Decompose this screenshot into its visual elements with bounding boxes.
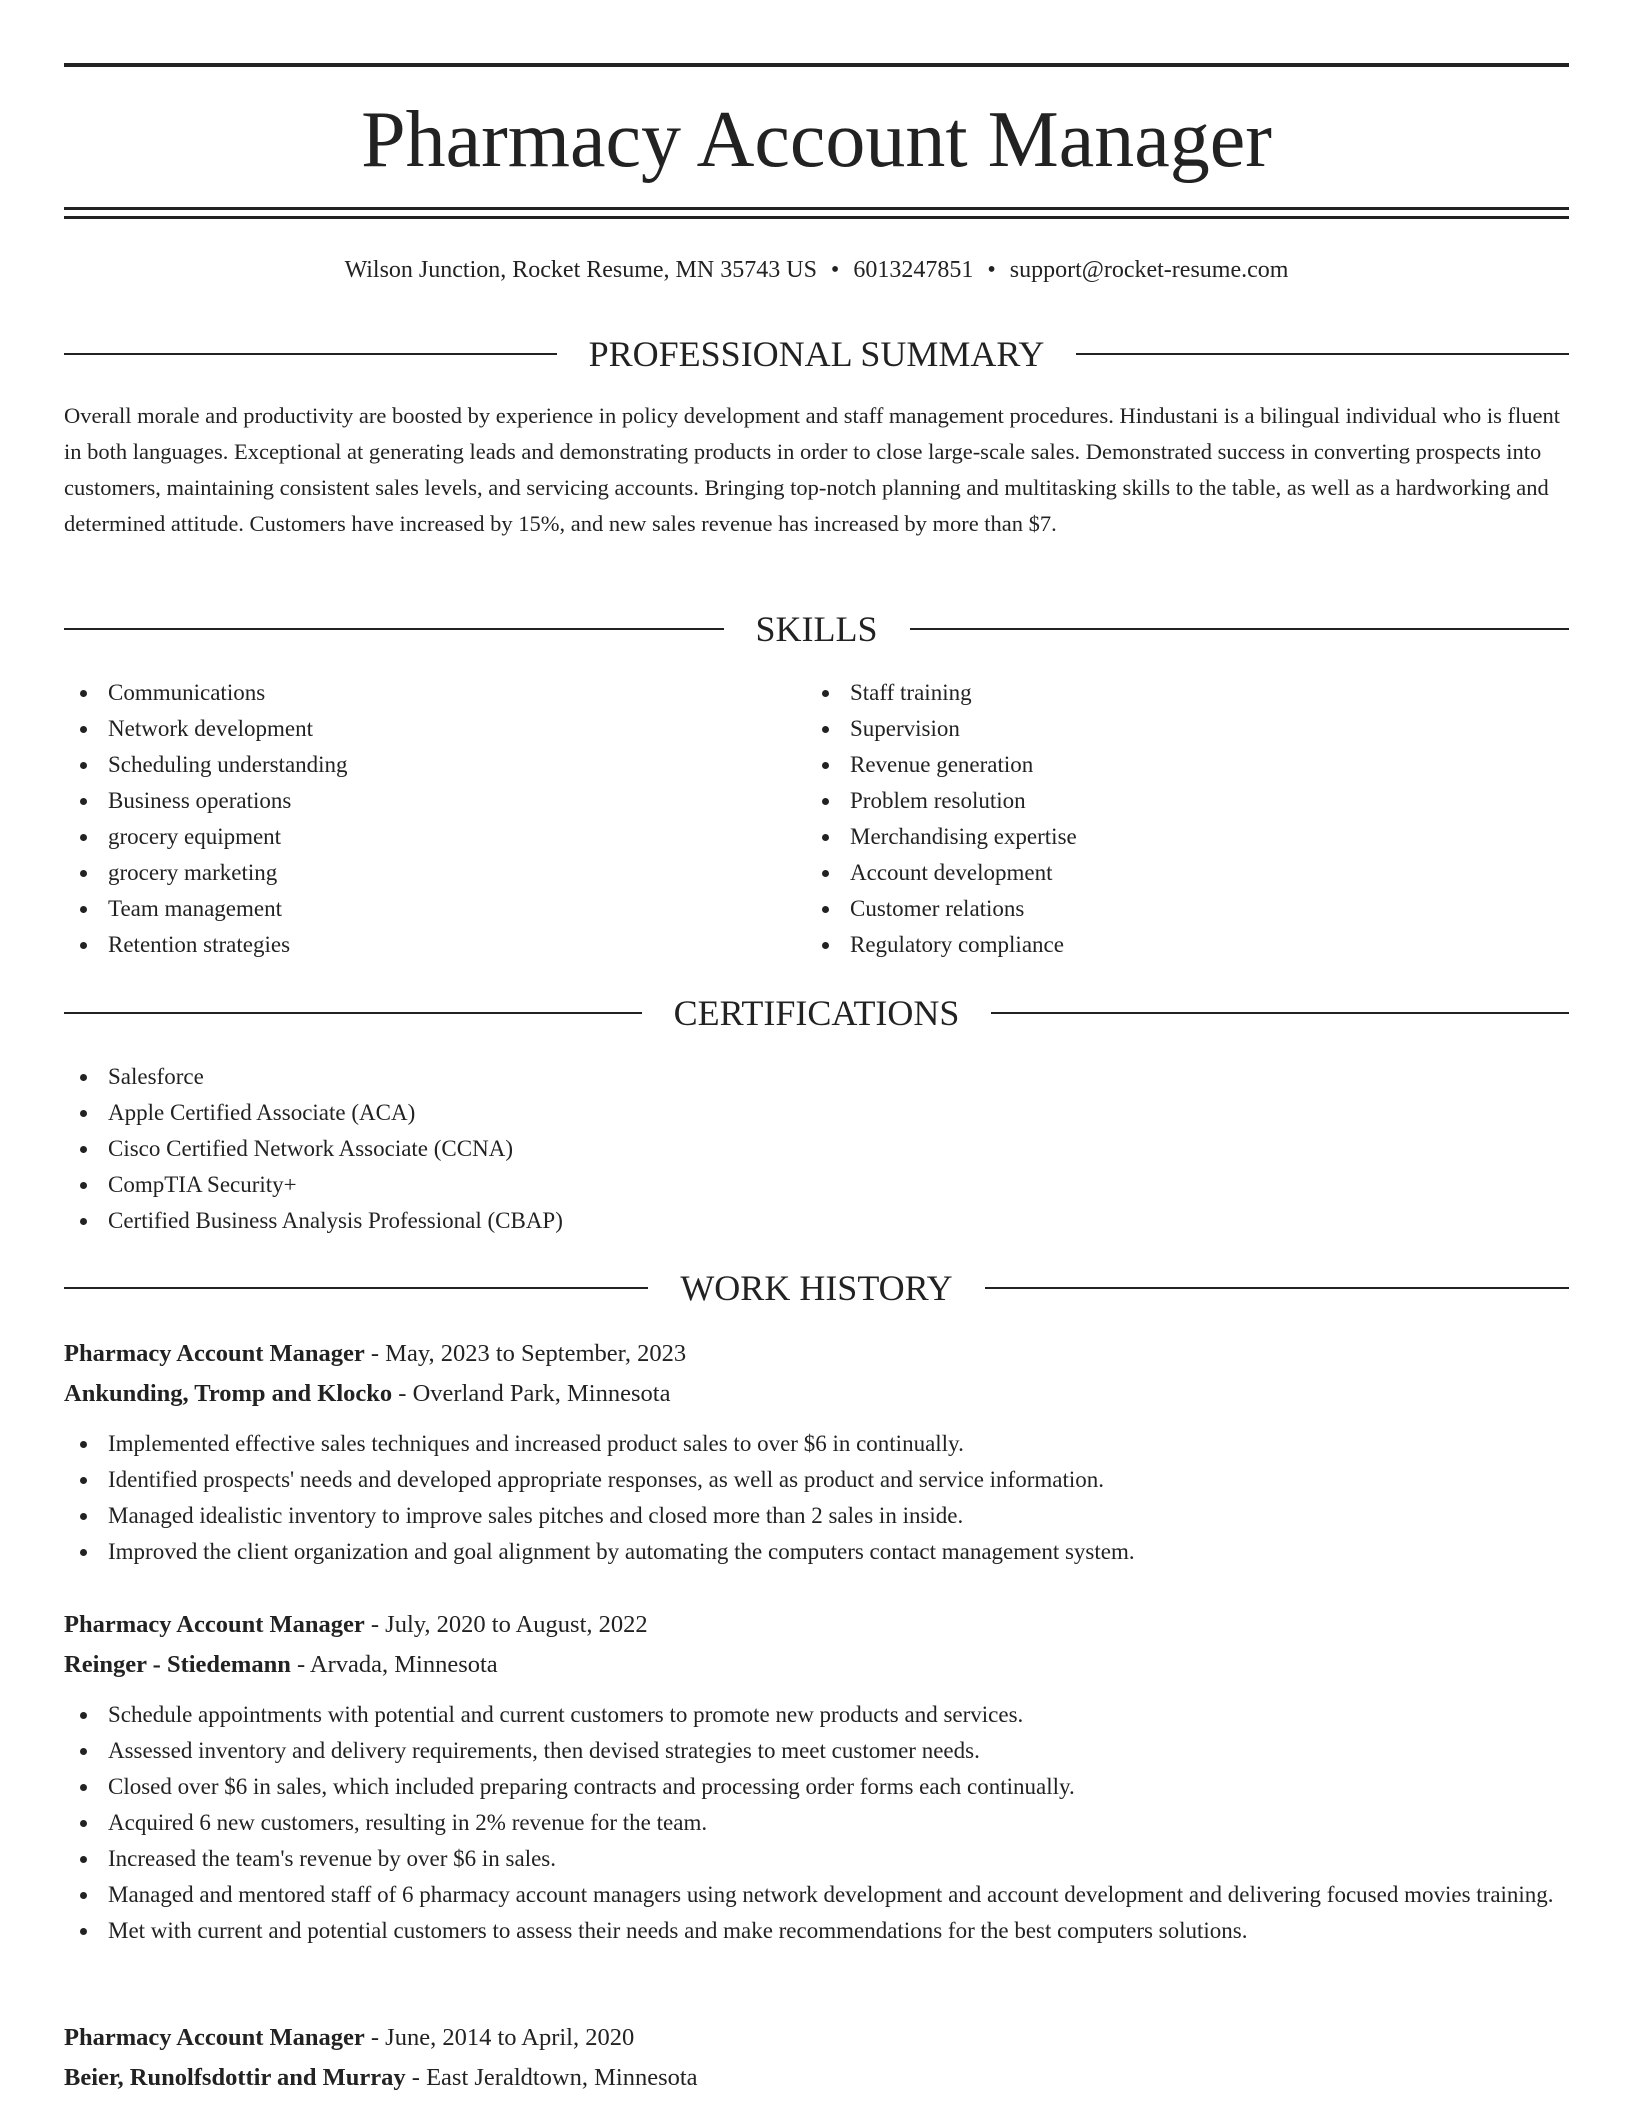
resume-title: Pharmacy Account Manager <box>361 96 1272 184</box>
job-title: Pharmacy Account Manager <box>64 1611 365 1638</box>
job-company-line <box>64 2058 1569 2098</box>
title-rule-upper <box>64 207 1569 210</box>
list-item: CompTIA Security+ <box>64 1167 1564 1203</box>
divider-line <box>1076 353 1569 355</box>
section-title: PROFESSIONAL SUMMARY <box>588 334 1045 374</box>
job-location: - Arvada, Minnesota <box>290 1651 498 1678</box>
job-title-line <box>64 1334 1569 1374</box>
list-item: Schedule appointments with potential and current customers to promote new products and services. <box>64 1697 1569 1733</box>
job-dates: - May, 2023 to September, 2023 <box>364 1340 687 1367</box>
section-title: WORK HISTORY <box>680 1268 953 1308</box>
summary-text: Overall morale and productivity are boosted by experience in policy development and staff management procedures. Hindustani is a bilingual individual who is fluent in both languages. Exceptional at generating leads and demonstrating products in order to close large-scale sales. Demonstrated success in converting prospects into customers, maintaining consistent sales levels, and servicing accounts. Bringing top-notch planning and multitasking skills to the table, as well as a hardworking and determined attitude. Customers have increased by 15%, and new sales revenue has increased by more than $7. <box>64 403 1561 536</box>
work-history-section-heading <box>64 1266 1569 1310</box>
list-item: Regulatory compliance <box>806 927 1506 963</box>
job-company-line <box>64 1374 1569 1414</box>
certifications-section-heading <box>64 991 1569 1035</box>
list-item: Network development <box>64 711 764 747</box>
list-item: Problem resolution <box>806 783 1506 819</box>
job-bullets <box>64 1426 1569 1570</box>
skills-list-right <box>806 675 1506 963</box>
contact-email: support@rocket-resume.com <box>1009 257 1289 283</box>
title-rule-lower <box>64 216 1569 219</box>
summary-section-heading <box>64 332 1569 376</box>
list-item: Cisco Certified Network Associate (CCNA) <box>64 1131 1564 1167</box>
list-item: Met with current and potential customers to assess their needs and make recommendations for the best computers solutions. <box>64 1913 1569 1949</box>
list-item: Implemented effective sales techniques and increased product sales to over $6 in continually. <box>64 1426 1569 1462</box>
contact-phone: 6013247851 <box>853 257 974 283</box>
job-title-line <box>64 1605 1569 1645</box>
job-location: - East Jeraldtown, Minnesota <box>405 2064 698 2091</box>
top-rule <box>64 63 1569 67</box>
job-entry <box>64 2018 1569 2098</box>
job-title: Pharmacy Account Manager <box>64 2024 365 2051</box>
list-item: Apple Certified Associate (ACA) <box>64 1095 1564 1131</box>
skills-list-left <box>64 675 764 963</box>
job-location: - Overland Park, Minnesota <box>392 1380 671 1407</box>
list-item: Merchandising expertise <box>806 819 1506 855</box>
list-item: Salesforce <box>64 1059 1564 1095</box>
divider-line <box>64 1287 648 1289</box>
list-item: grocery marketing <box>64 855 764 891</box>
list-item: Managed and mentored staff of 6 pharmacy account managers using network development and account development and delivering focused movies training. <box>64 1877 1569 1913</box>
divider-line <box>64 353 557 355</box>
section-title: CERTIFICATIONS <box>673 993 960 1033</box>
list-item: Staff training <box>806 675 1506 711</box>
list-item: Scheduling understanding <box>64 747 764 783</box>
contact-line <box>64 254 1569 286</box>
divider-line <box>910 628 1570 630</box>
list-item: Team management <box>64 891 764 927</box>
list-item: Communications <box>64 675 764 711</box>
section-title: SKILLS <box>755 609 878 649</box>
divider-line <box>991 1012 1569 1014</box>
certifications-list <box>64 1059 1564 1239</box>
job-dates: - June, 2014 to April, 2020 <box>364 2024 635 2051</box>
list-item: Account development <box>806 855 1506 891</box>
list-item: Supervision <box>806 711 1506 747</box>
job-company: Ankunding, Tromp and Klocko <box>64 1380 393 1407</box>
contact-separator: • <box>830 257 840 283</box>
job-entry <box>64 1605 1569 1949</box>
list-item: Assessed inventory and delivery requirements, then devised strategies to meet customer needs. <box>64 1733 1569 1769</box>
contact-address: Wilson Junction, Rocket Resume, MN 35743 US <box>344 257 817 283</box>
list-item: grocery equipment <box>64 819 764 855</box>
list-item: Customer relations <box>806 891 1506 927</box>
job-dates: - July, 2020 to August, 2022 <box>364 1611 648 1638</box>
job-company: Beier, Runolfsdottir and Murray <box>64 2064 406 2091</box>
job-company-line <box>64 1645 1569 1685</box>
job-title: Pharmacy Account Manager <box>64 1340 365 1367</box>
list-item: Managed idealistic inventory to improve sales pitches and closed more than 2 sales in inside. <box>64 1498 1569 1534</box>
list-item: Certified Business Analysis Professional (CBAP) <box>64 1203 1564 1239</box>
job-bullets <box>64 1697 1569 1949</box>
list-item: Retention strategies <box>64 927 764 963</box>
divider-line <box>985 1287 1569 1289</box>
list-item: Improved the client organization and goal alignment by automating the computers contact management system. <box>64 1534 1569 1570</box>
job-company: Reinger - Stiedemann <box>64 1651 291 1678</box>
list-item: Increased the team's revenue by over $6 in sales. <box>64 1841 1569 1877</box>
job-title-line <box>64 2018 1569 2058</box>
divider-line <box>64 1012 642 1014</box>
job-entry <box>64 1334 1569 1570</box>
list-item: Identified prospects' needs and developed appropriate responses, as well as product and service information. <box>64 1462 1569 1498</box>
list-item: Business operations <box>64 783 764 819</box>
contact-separator: • <box>987 257 996 283</box>
list-item: Closed over $6 in sales, which included preparing contracts and processing order forms each continually. <box>64 1769 1569 1805</box>
list-item: Acquired 6 new customers, resulting in 2% revenue for the team. <box>64 1805 1569 1841</box>
list-item: Revenue generation <box>806 747 1506 783</box>
skills-section-heading <box>64 607 1569 651</box>
divider-line <box>64 628 724 630</box>
